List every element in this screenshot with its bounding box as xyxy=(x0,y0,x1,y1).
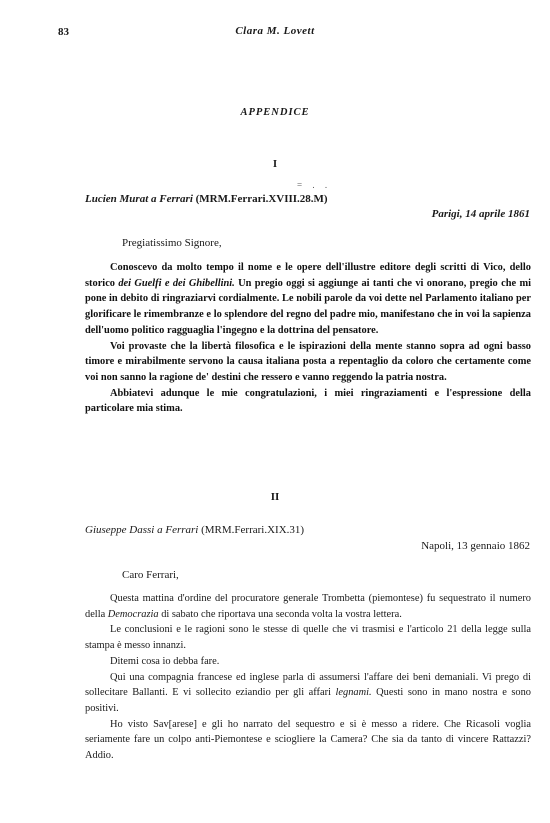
print-smudge: = . . xyxy=(297,180,332,190)
archive-reference: (MRM.Ferrari.XVIII.28.M) xyxy=(195,193,328,205)
letter-heading xyxy=(85,524,304,536)
letter-body xyxy=(85,260,531,417)
paragraph: Conoscevo da molto tempo il nome e le opere dell'illustre editore degli scritti di Vico, dello storico dei Guelfi e dei Ghibellini. Un pregio oggi si aggiunge ai tanti che vi onorano, pregio che mi pone in debito di ringraziarvi cordialmente. Le nobili parole da voi dette nel Parlamento italiano per glorificare le rimembranze e lo splendore del regno del padre mio, manifestano che in voi la sapienza dell'uomo politico ragguaglia l'ingegno e la dottrina del pensatore. xyxy=(85,262,531,336)
running-title: Clara M. Lovett xyxy=(235,25,315,37)
salutation: Caro Ferrari, xyxy=(122,569,179,581)
salutation: Pregiatissimo Signore, xyxy=(122,237,222,249)
correspondent: Lucien Murat a Ferrari xyxy=(85,193,193,205)
letter-number: II xyxy=(270,491,280,503)
paragraph: Abbiatevi adunque le mie congratulazioni, i miei ringraziamenti e l'espressione della particolare mia stima. xyxy=(85,387,531,415)
letter-body xyxy=(85,591,531,764)
paragraph: Qui una compagnia francese ed inglese parla di assumersi l'affare dei beni demaniali. Vi prego di sollecitare Ballanti. E vi sollecito eziandio per gli affari legnami. Questi sono in mano nostra e sono positivi. xyxy=(85,671,532,714)
letter-number: I xyxy=(272,158,278,170)
letter-heading xyxy=(85,193,328,205)
paragraph: Voi provaste che la libertà filosofica e le ispirazioni della mente stanno sopra ad ogni basso timore e mirabilmente servono la causa italiana posta a repentaglio da coloro che certamente come voi non sanno la ragione de' destini che ressero e vanno reggendo la patria nostra. xyxy=(85,340,531,383)
dateline: Napoli, 13 gennaio 1862 xyxy=(421,540,530,552)
archive-reference: (MRM.Ferrari.XIX.31) xyxy=(201,524,305,536)
paragraph: Le conclusioni e le ragioni sono le stesse di quelle che vi trasmisi e l'articolo 21 della legge sulla stampa è messo innanzi. xyxy=(85,624,531,652)
paragraph: Ho visto Sav[arese] e gli ho narrato del sequestro e si è messo a ridere. Che Ricasoli voglia seriamente fare un colpo anti-Piemontese e sciogliere la Camera? Che sia da tanto di vincere Rattazzi? Addio. xyxy=(85,718,531,762)
correspondent: Giuseppe Dassi a Ferrari xyxy=(85,524,199,536)
dateline: Parigi, 14 aprile 1861 xyxy=(431,208,530,220)
paragraph: Ditemi cosa io debba fare. xyxy=(110,655,220,667)
page-number: 83 xyxy=(58,26,69,38)
appendix-title: APPENDICE xyxy=(240,107,310,118)
paragraph: Questa mattina d'ordine del procuratore generale Trombetta (piemontese) fu sequestrato il numero della Democrazia di sabato che riportava una seconda volta la vostra lettera. xyxy=(85,593,531,620)
